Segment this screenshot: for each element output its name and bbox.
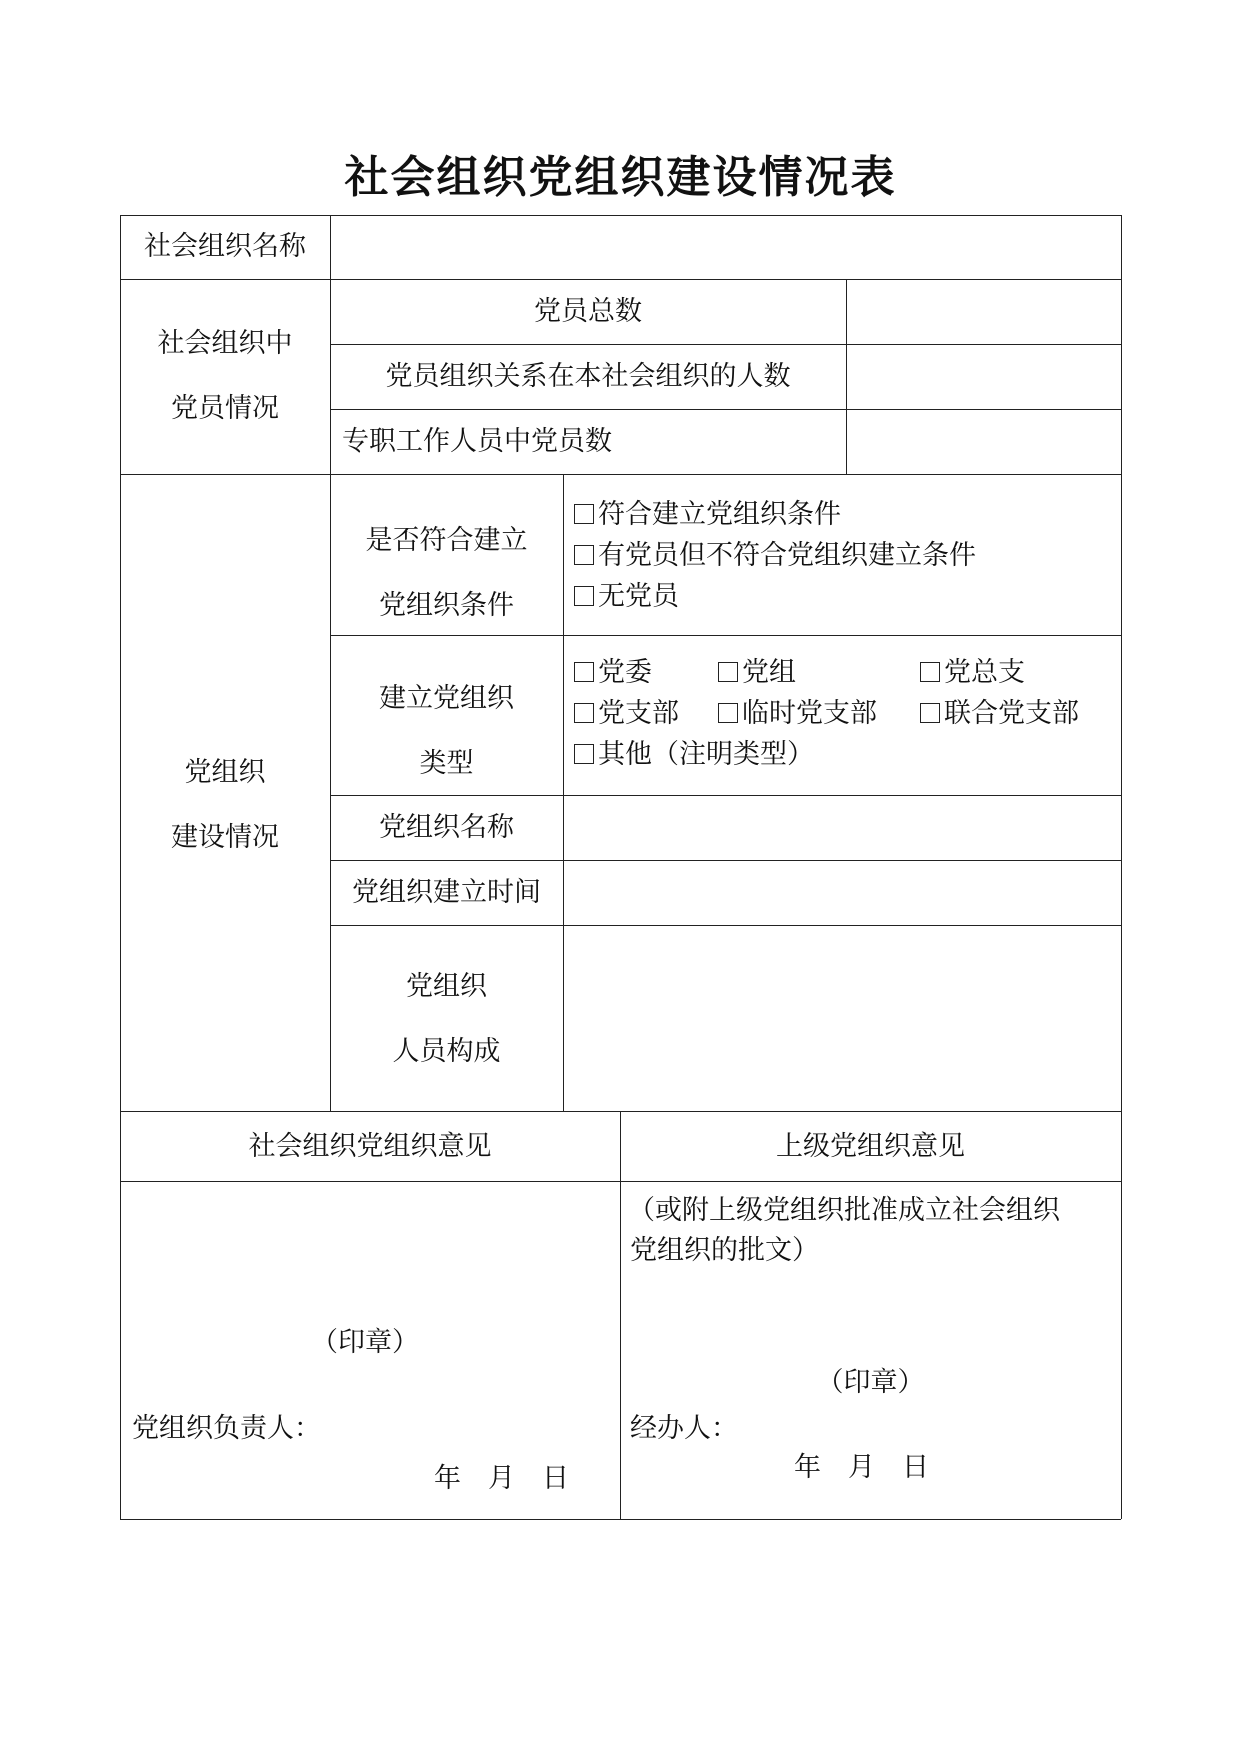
org-date: 年 月 日 — [434, 1463, 569, 1494]
row-divider — [330, 635, 1121, 636]
checkbox[interactable] — [574, 586, 594, 606]
member-relation-label: 党员组织关系在本社会组织的人数 — [385, 361, 791, 392]
org-signer-label: 党组织负责人： — [132, 1413, 321, 1444]
build-section-label-2: 建设情况 — [171, 822, 279, 853]
type-option-party-group[interactable]: 党组 — [718, 653, 796, 693]
member-total-label: 党员总数 — [534, 296, 642, 327]
member-relation-input[interactable] — [848, 346, 1120, 407]
members-section-label-1: 社会组织中 — [157, 328, 293, 359]
type-option-general-branch[interactable]: 党总支 — [920, 653, 1025, 693]
option-meets-conditions[interactable]: 符合建立党组织条件 — [574, 495, 841, 535]
option-no-members[interactable]: 无党员 — [574, 577, 679, 617]
composition-input[interactable] — [566, 927, 1120, 1109]
org-name-label: 社会组织名称 — [144, 231, 306, 262]
type-option-other[interactable]: 其他（注明类型） — [574, 735, 814, 775]
org-seal: （印章） — [311, 1327, 419, 1358]
superior-note-1: （或附上级党组织批准成立社会组织 — [628, 1195, 1060, 1226]
checkbox[interactable] — [920, 703, 940, 723]
party-name-input[interactable] — [566, 797, 1120, 858]
conditions-label-2: 党组织条件 — [379, 590, 514, 621]
superior-seal: （印章） — [816, 1367, 925, 1398]
superior-date: 年 月 日 — [794, 1452, 929, 1483]
type-option-temp-branch[interactable]: 临时党支部 — [718, 694, 877, 734]
checkbox[interactable] — [574, 744, 594, 764]
checkbox[interactable] — [718, 662, 738, 682]
type-label-2: 类型 — [419, 748, 474, 779]
members-section-label-2: 党员情况 — [171, 393, 279, 424]
row-divider — [330, 409, 1121, 410]
row-divider — [330, 925, 1121, 926]
type-option-party-committee[interactable]: 党委 — [574, 653, 652, 693]
type-label-1: 建立党组织 — [379, 683, 514, 714]
option-members-not-eligible[interactable]: 有党员但不符合党组织建立条件 — [574, 536, 976, 576]
checkbox[interactable] — [574, 504, 594, 524]
table-border-top — [120, 215, 1121, 216]
checkbox[interactable] — [574, 545, 594, 565]
table-border-right — [1121, 215, 1122, 1519]
staff-member-input[interactable] — [848, 411, 1120, 472]
org-opinion-header: 社会组织党组织意见 — [248, 1131, 492, 1162]
member-total-input[interactable] — [848, 281, 1120, 342]
build-section-label-1: 党组织 — [184, 757, 266, 788]
checkbox[interactable] — [920, 662, 940, 682]
table-border-bottom — [120, 1519, 1121, 1520]
conditions-label-1: 是否符合建立 — [365, 525, 528, 556]
row-divider — [330, 344, 1121, 345]
org-name-input[interactable] — [332, 217, 1120, 277]
type-option-joint-branch[interactable]: 联合党支部 — [920, 694, 1079, 734]
party-name-label: 党组织名称 — [379, 812, 514, 843]
row-divider — [330, 860, 1121, 861]
col-divider — [846, 279, 847, 474]
form-table — [120, 215, 1121, 1519]
row-divider — [120, 279, 1121, 280]
composition-label-1: 党组织 — [406, 971, 487, 1002]
composition-label-2: 人员构成 — [392, 1036, 501, 1067]
form-title: 社会组织党组织建设情况表 — [344, 152, 897, 203]
superior-note-2: 党组织的批文） — [630, 1235, 819, 1266]
checkbox[interactable] — [574, 662, 594, 682]
founding-time-label: 党组织建立时间 — [352, 877, 541, 908]
row-divider — [120, 474, 1121, 475]
staff-member-label: 专职工作人员中党员数 — [342, 426, 612, 457]
superior-signer-label: 经办人： — [630, 1413, 738, 1444]
founding-time-input[interactable] — [566, 862, 1120, 923]
type-option-branch[interactable]: 党支部 — [574, 694, 679, 734]
col-divider — [620, 1111, 621, 1519]
checkbox[interactable] — [574, 703, 594, 723]
superior-opinion-header: 上级党组织意见 — [776, 1131, 965, 1162]
row-divider — [330, 795, 1121, 796]
col-divider — [563, 474, 564, 1111]
checkbox[interactable] — [718, 703, 738, 723]
